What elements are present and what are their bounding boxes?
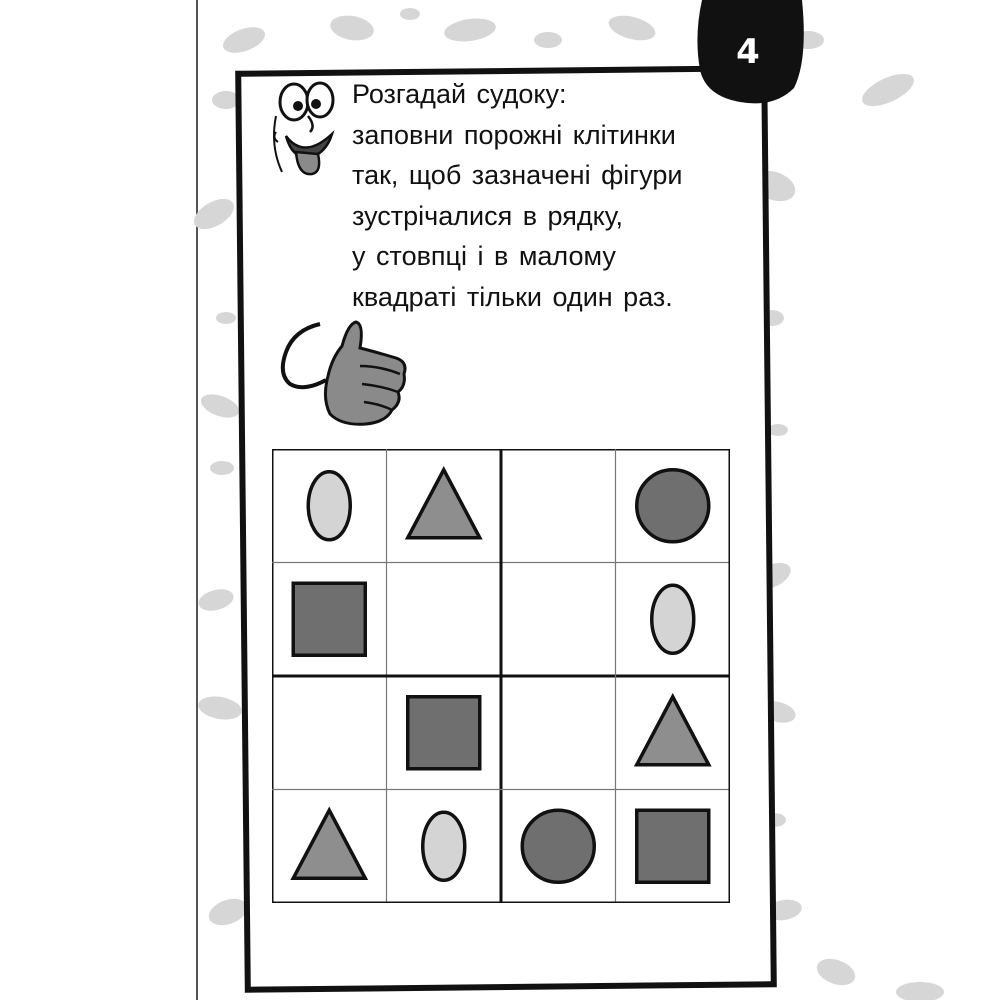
instruction-line: Розгадай судоку:: [352, 79, 567, 109]
sudoku-cell: [274, 792, 385, 902]
sudoku-cell[interactable]: [274, 678, 385, 788]
thumbs-up-hand-icon: [276, 318, 410, 430]
instruction-line: у стовпці і в малому: [352, 241, 616, 272]
instruction-line: так, щоб зазначені фігури: [352, 160, 683, 191]
sudoku-cell: [274, 565, 385, 675]
circle-shape: [637, 470, 709, 542]
sudoku-cell: [274, 451, 385, 561]
sudoku-cell[interactable]: [503, 678, 614, 788]
instruction-line: квадраті тільки один раз.: [352, 281, 673, 312]
square-shape: [637, 810, 709, 882]
instruction-line: заповни порожні клітинки: [352, 119, 676, 150]
sudoku-cell[interactable]: [389, 565, 500, 675]
instruction-text: [352, 74, 772, 318]
sudoku-cell: [618, 792, 729, 902]
sudoku-grid: [272, 449, 730, 903]
square-shape: [293, 583, 365, 655]
oval-shape: [308, 472, 350, 540]
sudoku-cell: [389, 678, 500, 788]
sudoku-cell: [503, 792, 614, 902]
sudoku-cell[interactable]: [503, 451, 614, 561]
oval-shape: [652, 585, 694, 653]
circle-shape: [522, 810, 594, 882]
oval-shape: [423, 812, 465, 880]
sudoku-cell: [618, 565, 729, 675]
sudoku-cell[interactable]: [503, 565, 614, 675]
instruction-line: зустрічалися в рядку,: [352, 200, 624, 231]
sudoku-cell: [389, 792, 500, 902]
sudoku-cell: [618, 451, 729, 561]
square-shape: [408, 697, 480, 769]
sudoku-cell: [389, 451, 500, 561]
sudoku-cell: [618, 678, 729, 788]
page-number: 4: [736, 32, 760, 72]
cartoon-face-icon: [268, 76, 348, 186]
